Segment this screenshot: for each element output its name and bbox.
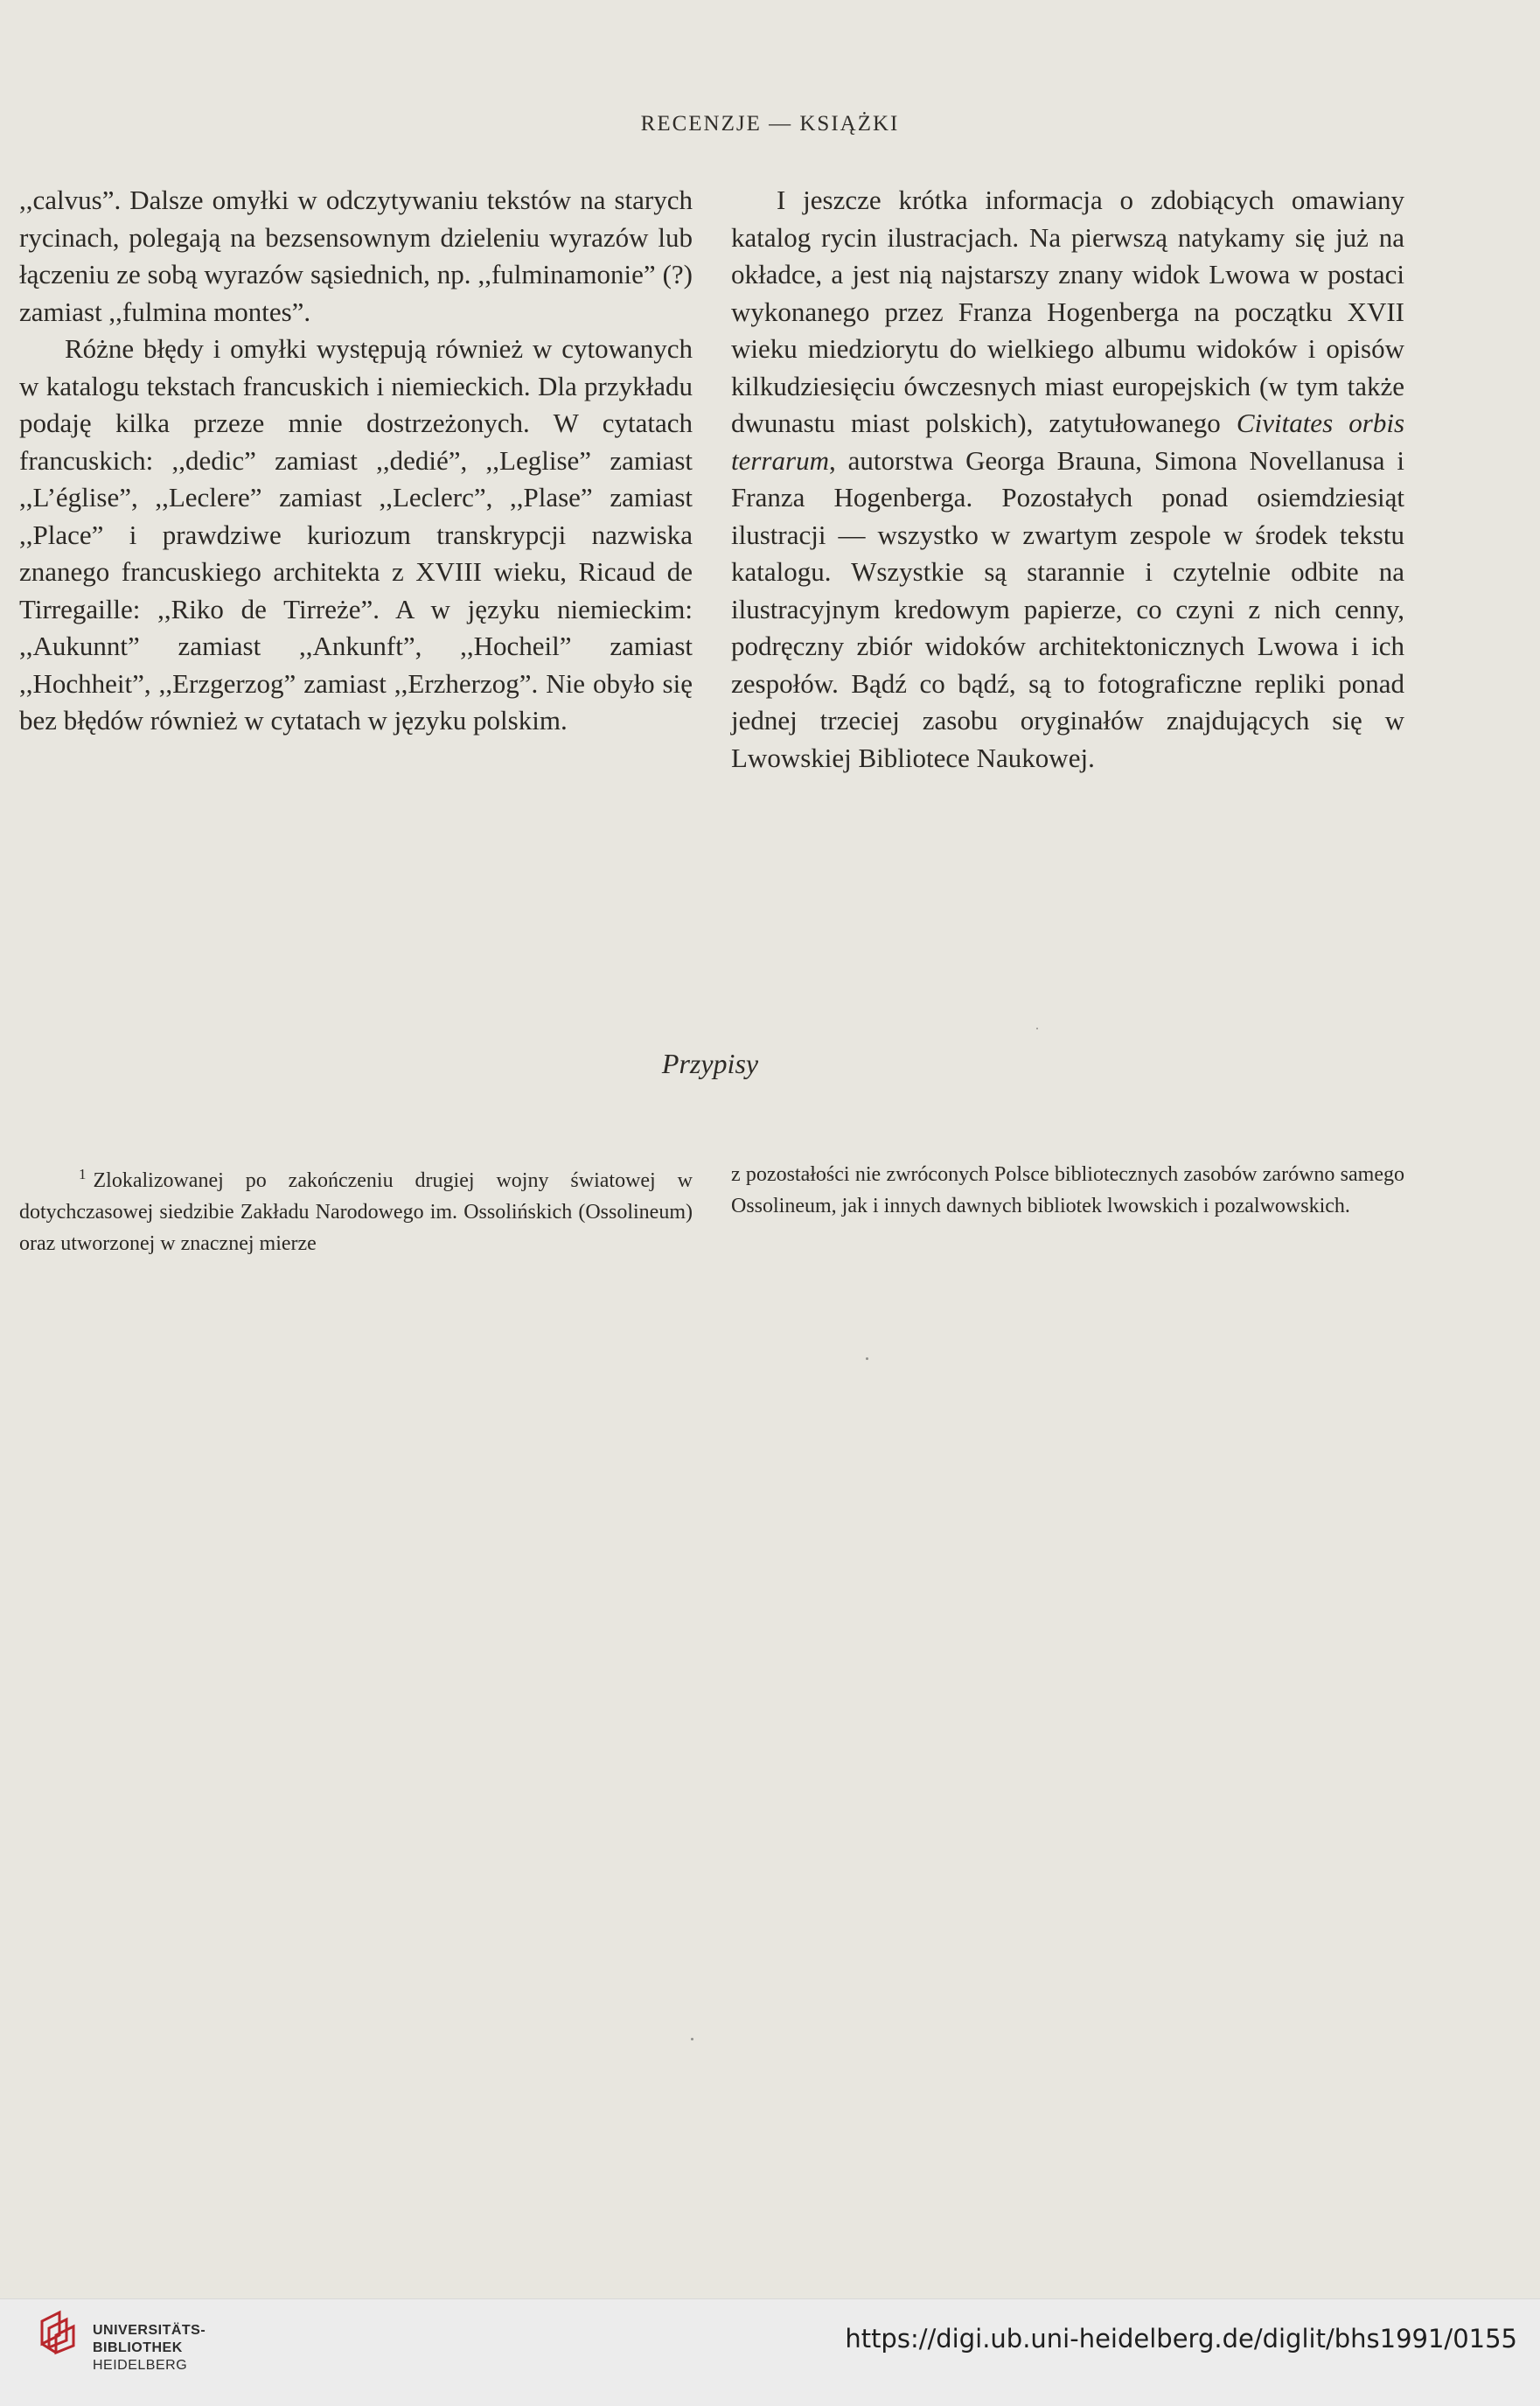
logo-line-1: UNIVERSITÄTS- bbox=[93, 2323, 206, 2338]
footnote-1 bbox=[19, 1159, 693, 1259]
logo-line-3: HEIDELBERG bbox=[93, 2358, 188, 2373]
footnote-continuation: z pozostałości nie zwróconych Polsce bibliotecznych zasobów zarówno samego Ossolineum, jak i innych dawnych bibliotek lwowskich i pozalwowskich. bbox=[731, 1163, 1404, 1217]
left-column bbox=[19, 182, 693, 740]
left-paragraph-2: Różne błędy i omyłki występują również w cytowanych w katalogu tekstach francuskich i niemieckich. Dla przykładu podaję kilka przeze mnie dostrzeżonych. W cytatach francuskich: ,,dedic” zamiast ,,dedié”, ,,Leglise” zamiast ,,L’église”, ,,Leclere” zamiast ,,Leclerc”, ,,Plase” zamiast ,,Place” i prawdziwe kuriozum transkrypcji nazwiska znanego francuskiego architekta z XVIII wieku, Ricaud de Tirregaille: ,,Riko de Tirreże”. A w języku niemieckim: ,,Aukunnt” zamiast ,,Ankunft”, ,,Hocheil” zamiast ,,Hochheit”, ,,Erzgerzog” zamiast ,,Erzherzog”. Nie obyło się bez błędów również w cytatach w języku polskim. bbox=[19, 333, 693, 736]
logo-line-2: BIBLIOTHEK bbox=[93, 2340, 183, 2355]
right-column bbox=[731, 182, 1404, 777]
book-title-italic: Civitates orbis terrarum bbox=[731, 408, 1405, 476]
scan-speck bbox=[1036, 1028, 1038, 1029]
right-paragraph-text-a: I jeszcze krótka informacja o zdobiących omawiany katalog rycin ilustracjach. Na pierwszą natykamy się już na okładce, a jest nią najstarszy znany widok Lwowa w postaci wykonanego przez Franza Hogenberga na początku XVII wieku miedziorytu do wielkiego albumu widoków i opisów kilkudziesięciu ówczesnych miast europejskich (w tym także dwunastu miast polskich), zatytułowanego bbox=[731, 185, 1404, 438]
right-paragraph-text-b: , autorstwa Georga Brauna, Simona Novellanusa i Franza Hogenberga. Pozostałych ponad osiemdziesiąt ilustracji — wszystko w zwartym zespole w środek tekstu katalogu. Wszystkie są starannie i czytelnie odbite na ilustracyjnym kredowym papierze, co czyni z nich cenny, podręczny zbiór widoków architektonicznych Lwowa i ich zespołów. Bądź co bądź, są to fotograficzne repliki ponad jednej trzeciej zasobu oryginałów znajdujących się w Lwowskiej Bibliotece Naukowej. bbox=[731, 444, 1404, 773]
running-title: RECENZJE — KSIĄŻKI bbox=[640, 112, 900, 136]
footnote-right bbox=[731, 1159, 1404, 1222]
footnote-text-left: Zlokalizowanej po zakończeniu drugiej wojny światowej w dotychczasowej siedzibie Zakładu Narodowego im. Ossolińskich (Ossolineum) oraz utworzonej w znacznej mierze bbox=[19, 1169, 693, 1255]
right-paragraph-1 bbox=[731, 182, 1404, 777]
footnote-number: 1 bbox=[79, 1166, 87, 1182]
footnotes-heading: Przypisy bbox=[661, 1048, 759, 1079]
scan-speck bbox=[866, 1357, 868, 1360]
library-logo-icon bbox=[37, 2309, 79, 2381]
running-header bbox=[0, 112, 1540, 136]
permalink-url[interactable]: https://digi.ub.uni-heidelberg.de/diglit/bhs1991/0155 bbox=[845, 2324, 1517, 2354]
left-paragraph-1: ,,calvus”. Dalsze omyłki w odczytywaniu tekstów na starych rycinach, polegają na bezsensownym dzieleniu wyrazów lub łączeniu ze sobą wyrazów sąsiednich, np. ,,fulminamonie” (?) zamiast ,,fulmina montes”. bbox=[19, 185, 693, 327]
library-logo-text bbox=[93, 2322, 206, 2375]
scan-speck bbox=[691, 2038, 693, 2040]
footnote-left bbox=[19, 1159, 693, 1259]
